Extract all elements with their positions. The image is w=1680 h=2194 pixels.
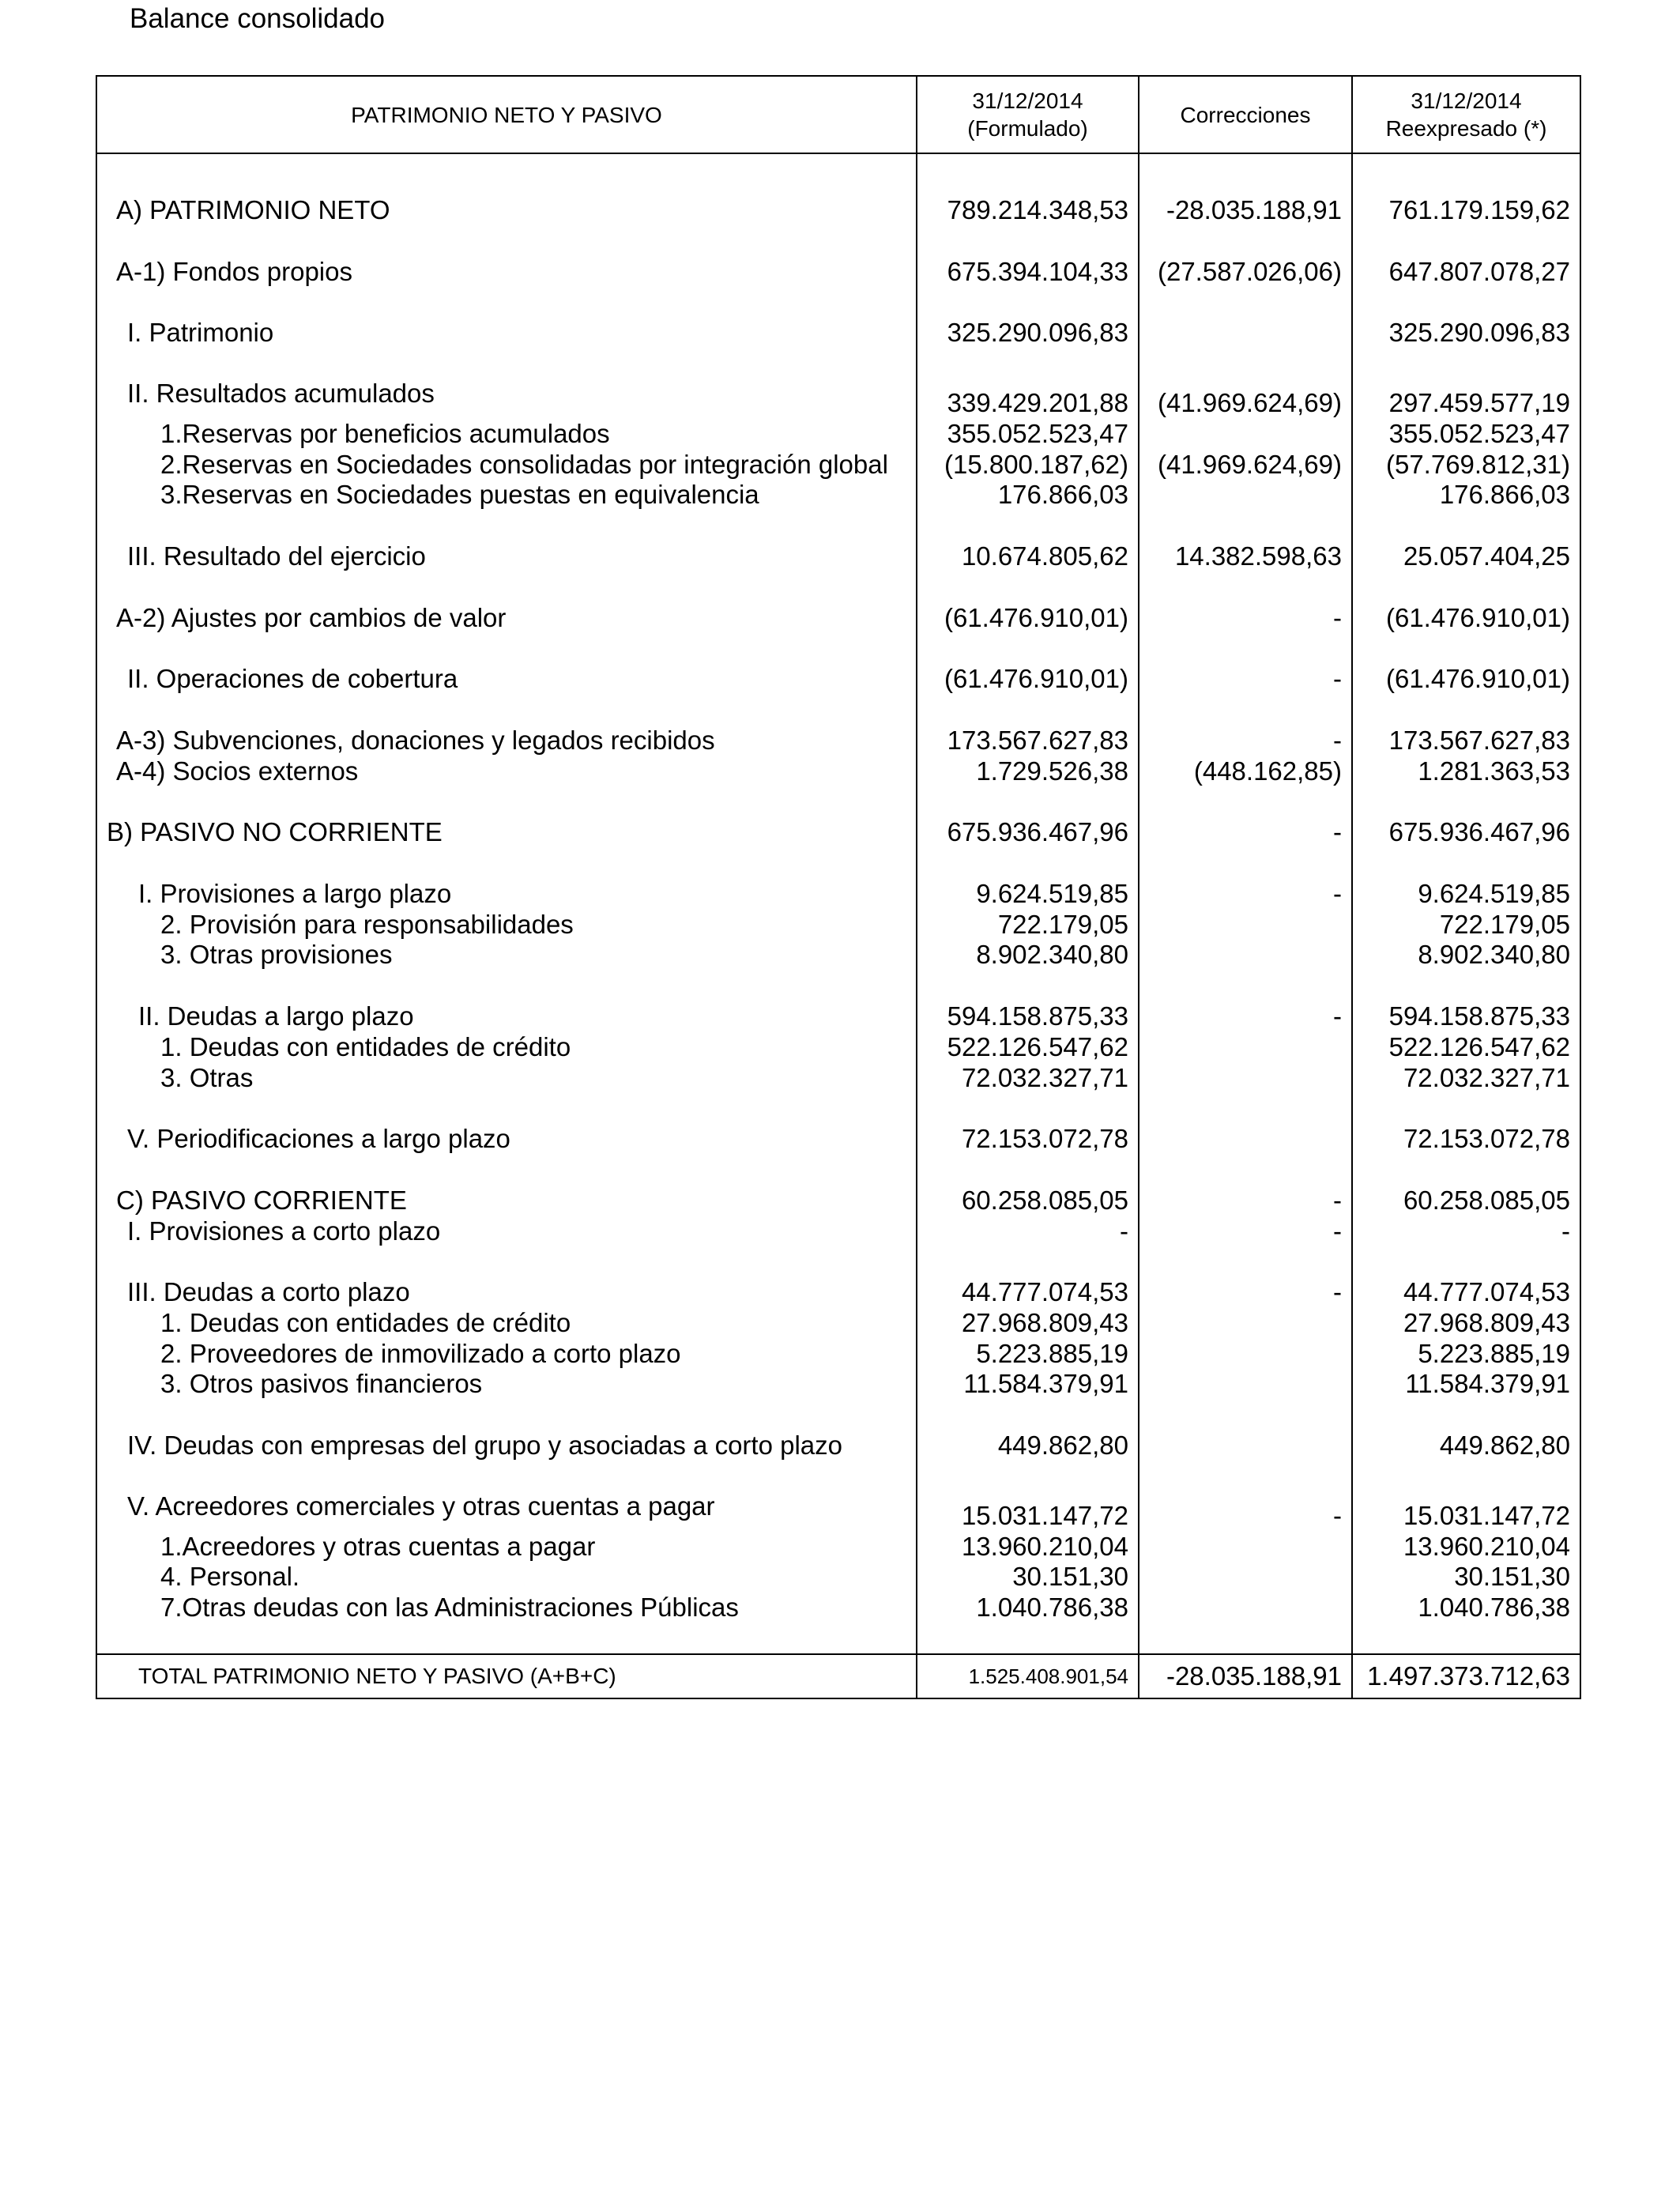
row-correcciones: - [1139, 1185, 1352, 1216]
row-reexpresado: 60.258.085,05 [1352, 1185, 1580, 1216]
row-formulado: 5.223.885,19 [917, 1338, 1139, 1369]
spacer-row [96, 1246, 1580, 1277]
table-row [96, 1276, 1580, 1307]
table-row [96, 541, 1580, 571]
row-correcciones [1139, 940, 1352, 971]
table-row [96, 1491, 1580, 1531]
row-label: 1. Deudas con entidades de crédito [96, 1031, 917, 1062]
row-correcciones [1139, 1062, 1352, 1093]
row-formulado: 594.158.875,33 [917, 1001, 1139, 1031]
row-formulado: 27.968.809,43 [917, 1307, 1139, 1338]
row-reexpresado: 9.624.519,85 [1352, 878, 1580, 909]
spacer-row [96, 348, 1580, 379]
row-correcciones: - [1139, 602, 1352, 633]
row-correcciones: 14.382.598,63 [1139, 541, 1352, 571]
header-formulado: 31/12/2014 (Formulado) [917, 76, 1139, 153]
row-formulado: - [917, 1216, 1139, 1246]
table-row [96, 756, 1580, 786]
row-reexpresado: - [1352, 1216, 1580, 1246]
row-label: 2. Proveedores de inmovilizado a corto plazo [96, 1338, 917, 1369]
row-reexpresado: 27.968.809,43 [1352, 1307, 1580, 1338]
table-row [96, 1562, 1580, 1593]
spacer-row [96, 287, 1580, 318]
table-row [96, 1307, 1580, 1338]
row-reexpresado: 30.151,30 [1352, 1562, 1580, 1593]
row-formulado: 176.866,03 [917, 480, 1139, 511]
row-label: 7.Otras deudas con las Administraciones Públicas [96, 1592, 917, 1623]
table-row [96, 1592, 1580, 1623]
spacer-row [96, 786, 1580, 817]
row-formulado: 1.729.526,38 [917, 756, 1139, 786]
row-formulado: (61.476.910,01) [917, 663, 1139, 694]
table-row [96, 1369, 1580, 1400]
table-row [96, 379, 1580, 418]
row-reexpresado: 761.179.159,62 [1352, 153, 1580, 225]
spacer-row [96, 694, 1580, 725]
row-label: A-2) Ajustes por cambios de valor [96, 602, 917, 633]
row-correcciones [1139, 1369, 1352, 1400]
table-row [96, 878, 1580, 909]
row-correcciones: (41.969.624,69) [1139, 379, 1352, 418]
row-formulado: 1.040.786,38 [917, 1592, 1139, 1623]
table-row [96, 480, 1580, 511]
table-row [96, 940, 1580, 971]
row-correcciones [1139, 418, 1352, 449]
row-label: A-3) Subvenciones, donaciones y legados recibidos [96, 725, 917, 756]
table-body [96, 153, 1580, 1654]
row-correcciones: - [1139, 1216, 1352, 1246]
row-reexpresado: (61.476.910,01) [1352, 663, 1580, 694]
row-reexpresado: 594.158.875,33 [1352, 1001, 1580, 1031]
table-row [96, 1338, 1580, 1369]
table-row [96, 418, 1580, 449]
spacer-row [96, 1399, 1580, 1430]
row-formulado: 449.862,80 [917, 1430, 1139, 1461]
row-label: 4. Personal. [96, 1562, 917, 1593]
spacer-row [96, 510, 1580, 541]
row-reexpresado: 355.052.523,47 [1352, 418, 1580, 449]
row-reexpresado: 1.040.786,38 [1352, 1592, 1580, 1623]
spacer-row [96, 1154, 1580, 1185]
row-formulado: 722.179,05 [917, 909, 1139, 940]
row-correcciones [1139, 1338, 1352, 1369]
row-correcciones [1139, 1307, 1352, 1338]
spacer-row [96, 225, 1580, 256]
row-reexpresado: 325.290.096,83 [1352, 317, 1580, 348]
row-formulado: 339.429.201,88 [917, 379, 1139, 418]
row-reexpresado: (57.769.812,31) [1352, 449, 1580, 480]
table-row [96, 1123, 1580, 1154]
row-label: II. Deudas a largo plazo [96, 1001, 917, 1031]
row-formulado: 675.394.104,33 [917, 256, 1139, 287]
row-correcciones: - [1139, 663, 1352, 694]
row-formulado: 72.153.072,78 [917, 1123, 1139, 1154]
row-correcciones [1139, 1562, 1352, 1593]
row-formulado: 30.151,30 [917, 1562, 1139, 1593]
row-formulado: 44.777.074,53 [917, 1276, 1139, 1307]
table-row [96, 1031, 1580, 1062]
row-label: III. Resultado del ejercicio [96, 541, 917, 571]
row-formulado: 60.258.085,05 [917, 1185, 1139, 1216]
row-correcciones [1139, 909, 1352, 940]
header-concept: PATRIMONIO NETO Y PASIVO [96, 76, 917, 153]
spacer-row [96, 970, 1580, 1001]
row-reexpresado: 8.902.340,80 [1352, 940, 1580, 971]
row-correcciones [1139, 1531, 1352, 1562]
row-label: IV. Deudas con empresas del grupo y asociadas a corto plazo [96, 1430, 917, 1461]
row-reexpresado: 11.584.379,91 [1352, 1369, 1580, 1400]
row-correcciones [1139, 1031, 1352, 1062]
row-label: 1.Reservas por beneficios acumulados [96, 418, 917, 449]
row-label: I. Provisiones a corto plazo [96, 1216, 917, 1246]
row-label: B) PASIVO NO CORRIENTE [96, 816, 917, 847]
row-label: 1. Deudas con entidades de crédito [96, 1307, 917, 1338]
table-row [96, 909, 1580, 940]
row-label: 3.Reservas en Sociedades puestas en equivalencia [96, 480, 917, 511]
row-formulado: 522.126.547,62 [917, 1031, 1139, 1062]
table-row [96, 153, 1580, 225]
row-formulado: 13.960.210,04 [917, 1531, 1139, 1562]
table-header-row [96, 76, 1580, 153]
row-correcciones: (41.969.624,69) [1139, 449, 1352, 480]
row-reexpresado: 449.862,80 [1352, 1430, 1580, 1461]
row-reexpresado: 25.057.404,25 [1352, 541, 1580, 571]
row-label: I. Provisiones a largo plazo [96, 878, 917, 909]
page-title: Balance consolidado [130, 3, 386, 34]
row-label: I. Patrimonio [96, 317, 917, 348]
row-formulado: 325.290.096,83 [917, 317, 1139, 348]
row-correcciones: - [1139, 878, 1352, 909]
row-formulado: 11.584.379,91 [917, 1369, 1139, 1400]
table-row [96, 1531, 1580, 1562]
header-correcciones: Correcciones [1139, 76, 1352, 153]
row-label: 2.Reservas en Sociedades consolidadas por integración global [96, 449, 917, 480]
table-row [96, 725, 1580, 756]
table-row [96, 602, 1580, 633]
total-correcciones: -28.035.188,91 [1139, 1654, 1352, 1698]
row-reexpresado: 72.032.327,71 [1352, 1062, 1580, 1093]
row-reexpresado: 1.281.363,53 [1352, 756, 1580, 786]
total-formulado: 1.525.408.901,54 [917, 1654, 1139, 1698]
row-label: A) PATRIMONIO NETO [96, 153, 917, 225]
spacer-row [96, 1461, 1580, 1491]
row-reexpresado: 72.153.072,78 [1352, 1123, 1580, 1154]
table-row [96, 816, 1580, 847]
row-reexpresado: 675.936.467,96 [1352, 816, 1580, 847]
row-correcciones: (448.162,85) [1139, 756, 1352, 786]
row-label: III. Deudas a corto plazo [96, 1276, 917, 1307]
row-correcciones: - [1139, 725, 1352, 756]
row-reexpresado: 173.567.627,83 [1352, 725, 1580, 756]
table-row [96, 317, 1580, 348]
row-correcciones: - [1139, 1491, 1352, 1531]
row-label: V. Periodificaciones a largo plazo [96, 1123, 917, 1154]
row-formulado: 10.674.805,62 [917, 541, 1139, 571]
table-row [96, 1185, 1580, 1216]
spacer-row [96, 1623, 1580, 1654]
table-row [96, 449, 1580, 480]
row-correcciones: - [1139, 1276, 1352, 1307]
spacer-row [96, 1093, 1580, 1124]
row-label: 2. Provisión para responsabilidades [96, 909, 917, 940]
table-row [96, 663, 1580, 694]
balance-table [96, 75, 1581, 1699]
row-label: 1.Acreedores y otras cuentas a pagar [96, 1531, 917, 1562]
row-label: II. Operaciones de cobertura [96, 663, 917, 694]
row-label: C) PASIVO CORRIENTE [96, 1185, 917, 1216]
row-formulado: 9.624.519,85 [917, 878, 1139, 909]
row-label: 3. Otras [96, 1062, 917, 1093]
row-correcciones: - [1139, 1001, 1352, 1031]
table-row [96, 256, 1580, 287]
spacer-row [96, 847, 1580, 878]
row-formulado: (61.476.910,01) [917, 602, 1139, 633]
table-row [96, 1430, 1580, 1461]
row-reexpresado: 522.126.547,62 [1352, 1031, 1580, 1062]
row-correcciones [1139, 1123, 1352, 1154]
row-correcciones: (27.587.026,06) [1139, 256, 1352, 287]
row-correcciones: -28.035.188,91 [1139, 153, 1352, 225]
spacer-row [96, 571, 1580, 602]
row-formulado: 72.032.327,71 [917, 1062, 1139, 1093]
row-formulado: 8.902.340,80 [917, 940, 1139, 971]
row-label: V. Acreedores comerciales y otras cuentas a pagar [96, 1491, 917, 1531]
row-reexpresado: 5.223.885,19 [1352, 1338, 1580, 1369]
row-formulado: 15.031.147,72 [917, 1491, 1139, 1531]
row-label: A-4) Socios externos [96, 756, 917, 786]
row-correcciones [1139, 1592, 1352, 1623]
row-correcciones [1139, 317, 1352, 348]
row-formulado: (15.800.187,62) [917, 449, 1139, 480]
table-row [96, 1001, 1580, 1031]
row-formulado: 675.936.467,96 [917, 816, 1139, 847]
table-row [96, 1062, 1580, 1093]
total-reexpresado: 1.497.373.712,63 [1352, 1654, 1580, 1698]
row-formulado: 789.214.348,53 [917, 153, 1139, 225]
row-reexpresado: 15.031.147,72 [1352, 1491, 1580, 1531]
row-formulado: 173.567.627,83 [917, 725, 1139, 756]
row-correcciones [1139, 480, 1352, 511]
total-row [96, 1654, 1580, 1698]
row-reexpresado: 297.459.577,19 [1352, 379, 1580, 418]
row-label: 3. Otras provisiones [96, 940, 917, 971]
row-label: 3. Otros pasivos financieros [96, 1369, 917, 1400]
row-formulado: 355.052.523,47 [917, 418, 1139, 449]
row-reexpresado: 722.179,05 [1352, 909, 1580, 940]
row-correcciones: - [1139, 816, 1352, 847]
row-reexpresado: (61.476.910,01) [1352, 602, 1580, 633]
row-reexpresado: 13.960.210,04 [1352, 1531, 1580, 1562]
row-reexpresado: 44.777.074,53 [1352, 1276, 1580, 1307]
spacer-row [96, 633, 1580, 664]
row-label: A-1) Fondos propios [96, 256, 917, 287]
total-label: TOTAL PATRIMONIO NETO Y PASIVO (A+B+C) [96, 1654, 917, 1698]
row-label: II. Resultados acumulados [96, 379, 917, 418]
table-row [96, 1216, 1580, 1246]
header-reexpresado: 31/12/2014 Reexpresado (*) [1352, 76, 1580, 153]
row-reexpresado: 647.807.078,27 [1352, 256, 1580, 287]
row-correcciones [1139, 1430, 1352, 1461]
row-reexpresado: 176.866,03 [1352, 480, 1580, 511]
